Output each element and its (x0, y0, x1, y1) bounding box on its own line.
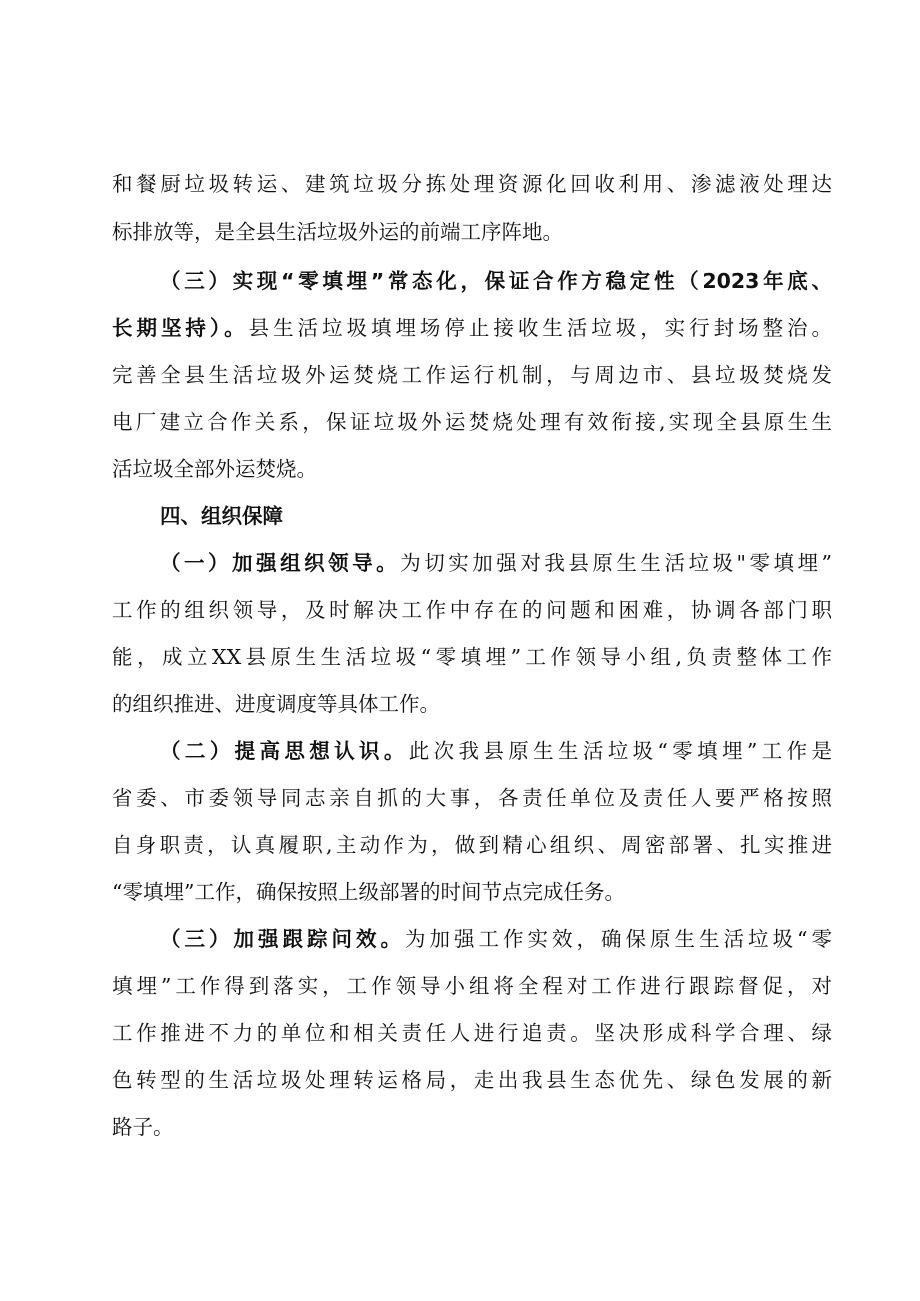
body-line: 的组织推进、进度调度等具体工作。 (112, 692, 440, 716)
body-line: 电厂建立合作关系，保证垃圾外运焚烧处理有效衔接,实现全县原生生 (112, 410, 832, 434)
body-line: 完善全县生活垃圾外运焚烧工作运行机制，与周边市、县垃圾焚烧发 (112, 363, 832, 387)
body-line: 活垃圾全部外运焚烧。 (112, 457, 317, 481)
body-text: 县生活垃圾填埋场停止接收生活垃圾，实行封场整治。 (248, 316, 832, 340)
body-line (160, 543, 832, 583)
body-line: 省委、市委领导同志亲自抓的大事，各责任单位及责任人要严格按照 (112, 786, 832, 810)
paragraph-lead: （二）提高思想认识。 (160, 739, 409, 763)
body-line (160, 731, 832, 771)
paragraph-lead: （一）加强组织领导。 (160, 551, 401, 575)
body-line: 工作的组织领导，及时解决工作中存在的问题和困难，协调各部门职 (112, 598, 832, 622)
body-line: 填埋”工作得到落实，工作领导小组将全程对工作进行跟踪督促，对 (112, 974, 832, 998)
body-line: 和餐厨垃圾转运、建筑垃圾分拣处理资源化回收利用、渗滤液处理达 (112, 172, 832, 196)
body-line: 能，成立XX县原生生活垃圾“零填埋”工作领导小组,负责整体工作 (112, 645, 832, 669)
body-line (160, 919, 832, 959)
body-line: 自身职责，认真履职,主动作为，做到精心组织、周密部署、扎实推进 (112, 833, 832, 857)
body-line (112, 308, 832, 348)
body-line: 色转型的生活垃圾处理转运格局，走出我县生态优先、绿色发展的新 (112, 1068, 832, 1092)
body-line: 工作推进不力的单位和相关责任人进行追责。坚决形成科学合理、绿 (112, 1021, 832, 1045)
section-heading: 四、组织保障 (160, 504, 283, 528)
item-heading-line: （三）实现“零填埋”常态化，保证合作方稳定性（2023年底、 (160, 269, 832, 293)
item-heading-tail: 长期坚持）。 (112, 316, 249, 340)
body-text: 为加强工作实效，确保原生生活垃圾“零 (405, 927, 832, 951)
body-text: 为切实加强对我县原生生活垃圾"零填埋” (400, 551, 832, 575)
paragraph-lead: （三）加强跟踪问效。 (160, 927, 406, 951)
body-line: “零填埋”工作，确保按照上级部署的时间节点完成任务。 (112, 880, 625, 904)
body-text: 此次我县原生生活垃圾“零填埋”工作是 (408, 739, 832, 763)
body-line: 路子。 (112, 1115, 174, 1139)
body-line: 标排放等，是全县生活垃圾外运的前端工序阵地。 (112, 220, 563, 244)
